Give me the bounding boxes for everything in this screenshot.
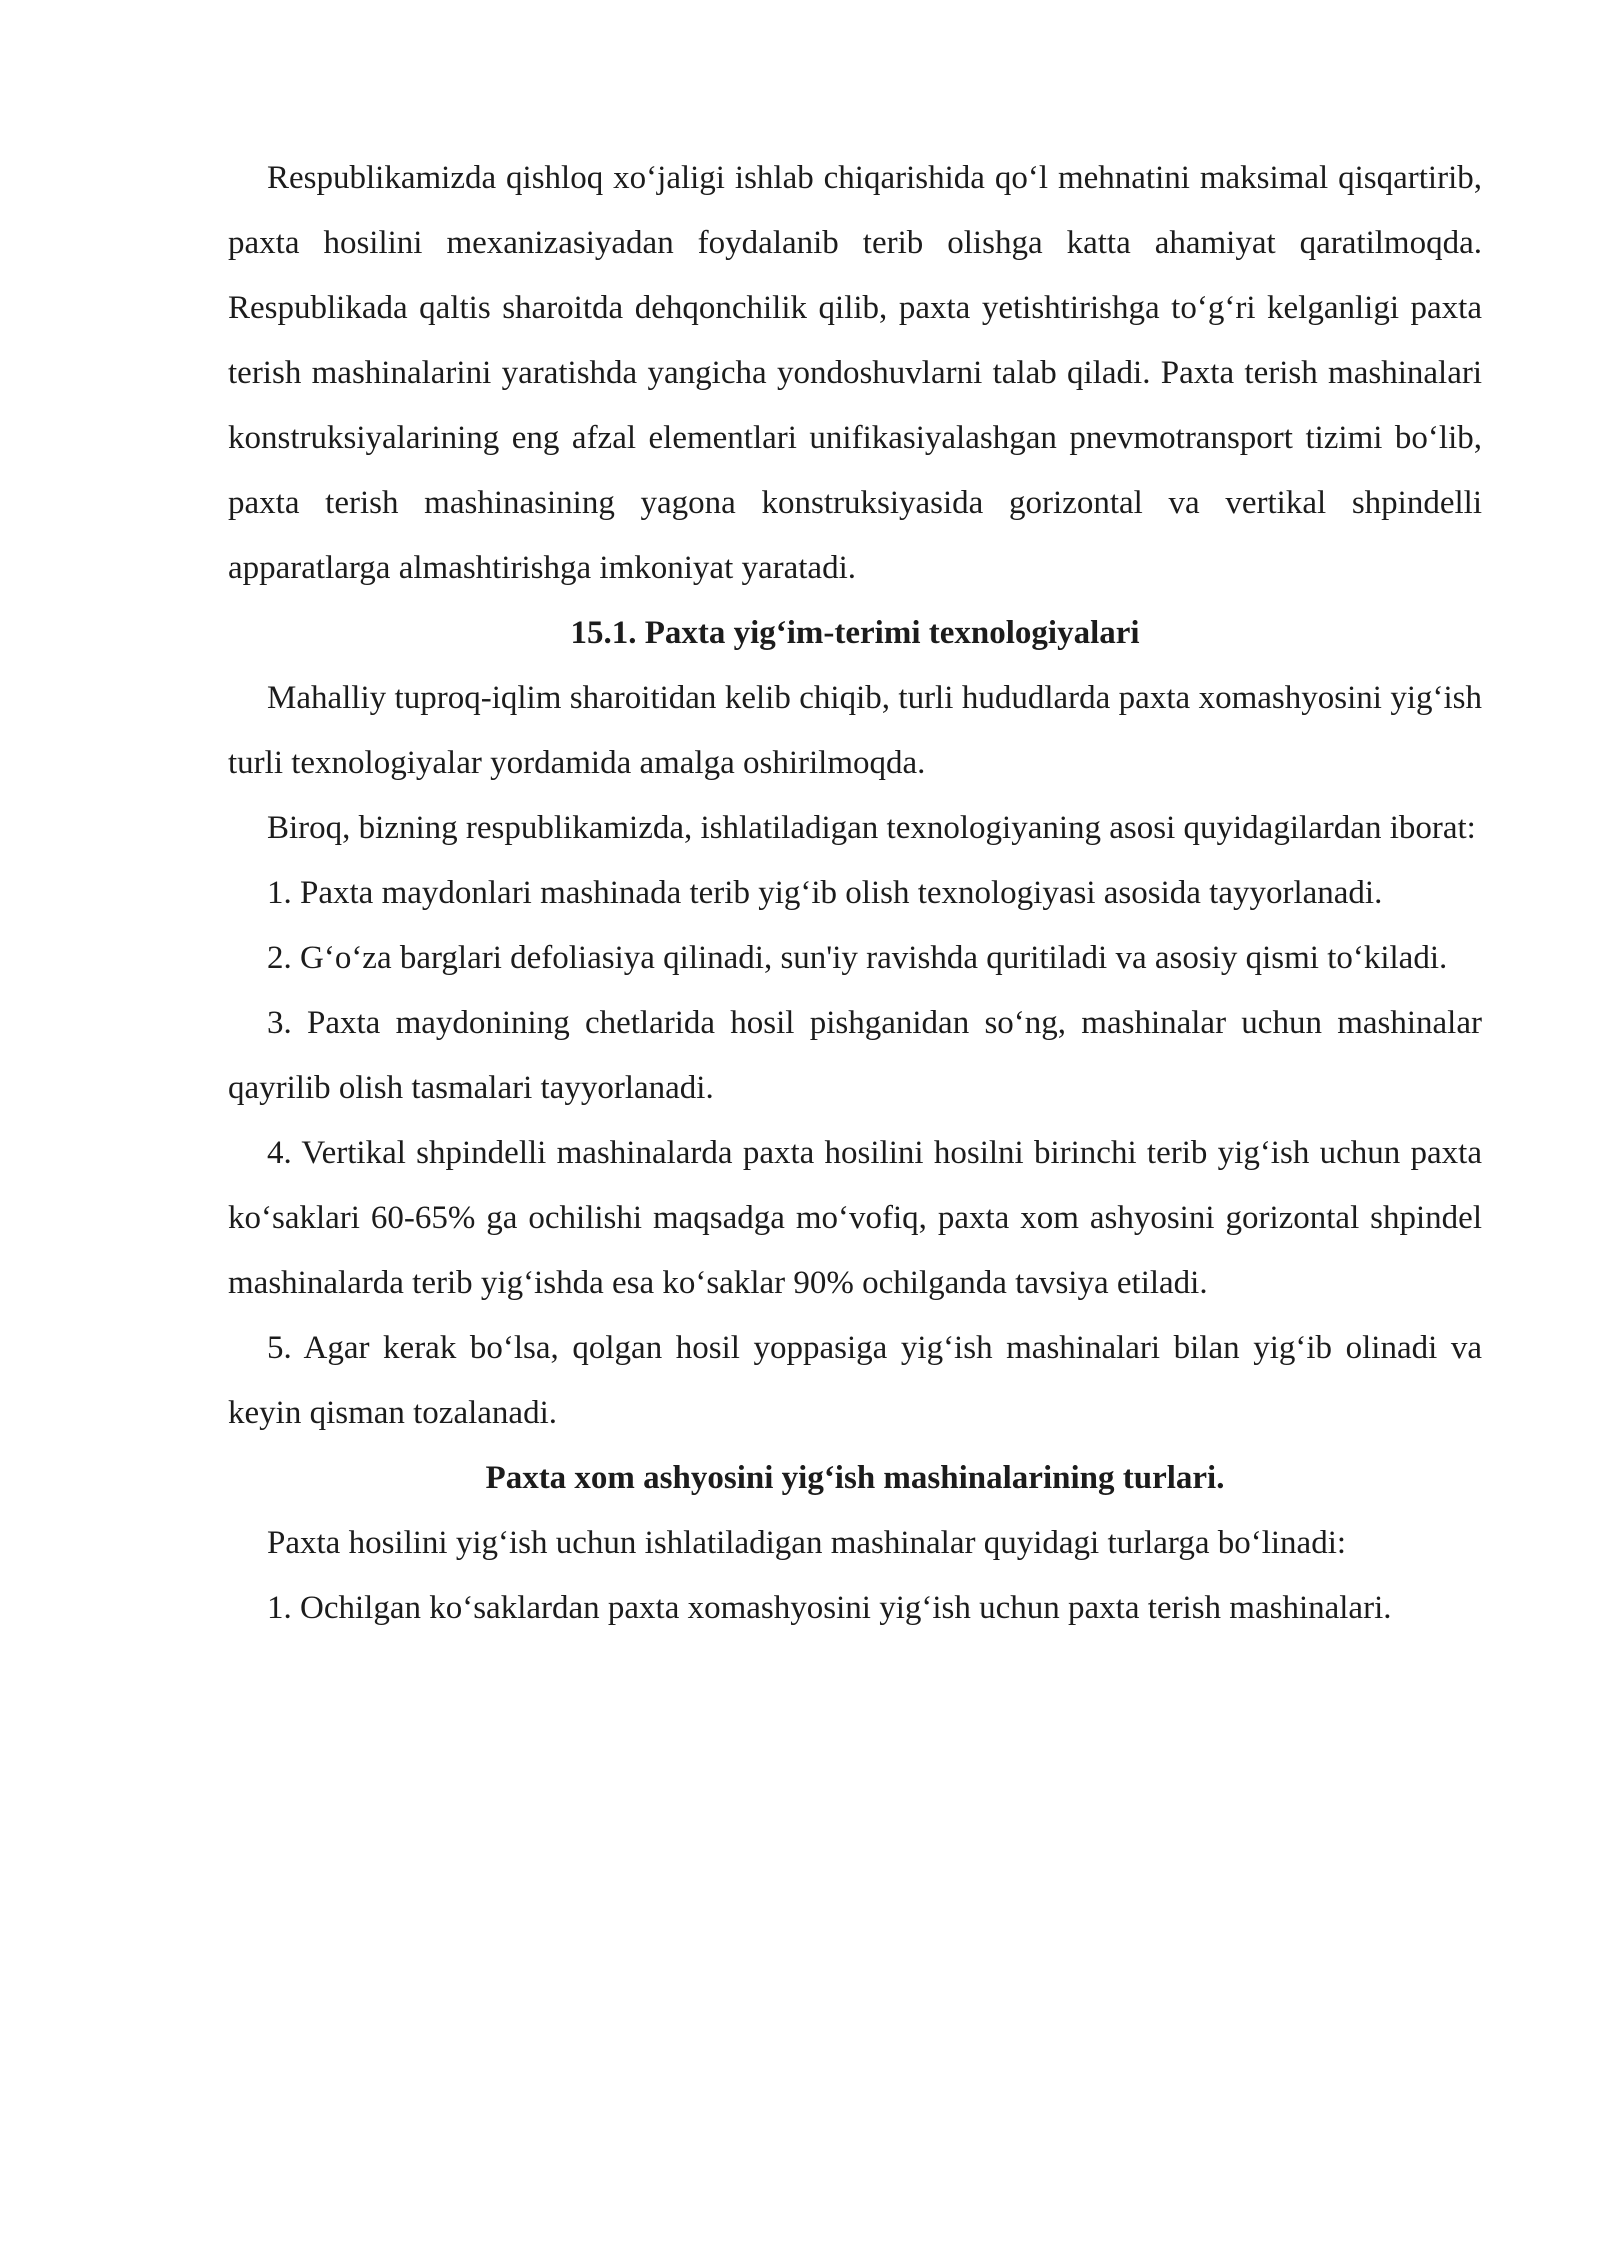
- section-paragraph-1: Mahalliy tuproq-iqlim sharoitidan kelib chiqib, turli hududlarda paxta xomashyosini yig‘ish turli texnologiyalar yordamida amalga oshirilmoqda.: [228, 680, 1482, 781]
- step-item-2: 2. G‘o‘za barglari defoliasiya qilinadi, sun'iy ravishda quritiladi va asosiy qismi to‘kiladi.: [267, 940, 1448, 976]
- step-item-5: 5. Agar kerak bo‘lsa, qolgan hosil yoppasiga yig‘ish mashinalari bilan yig‘ib olinadi va keyin qisman tozalanadi.: [228, 1330, 1482, 1431]
- section-heading: 15.1. Paxta yig‘im-terimi texnologiyalari: [570, 615, 1140, 651]
- intro-paragraph: Respublikamizda qishloq xo‘jaligi ishlab chiqarishida qo‘l mehnatini maksimal qisqartirib, paxta hosilini mexanizasiyadan foydalanib terib olishga katta ahamiyat qaratilmoqda. Respublikada qaltis sharoitda dehqonchilik qilib, paxta yetishtirishga to‘g‘ri kelganligi paxta terish mashinalarini yaratishda yangicha yondoshuvlarni talab qiladi. Paxta terish mashinalari konstruksiyalarining eng afzal elementlari unifikasiyalashgan pnevmotransport tizimi bo‘lib, paxta terish mashinasining yagona konstruksiyasida gorizontal va vertikal shpindelli apparatlarga almashtirishga imkoniyat yaratadi.: [228, 160, 1482, 586]
- document-page: [228, 146, 1482, 1641]
- step-item-1: 1. Paxta maydonlari mashinada terib yig‘ib olish texnologiyasi asosida tayyorlanadi.: [267, 875, 1383, 911]
- step-item-3: 3. Paxta maydonining chetlarida hosil pishganidan so‘ng, mashinalar uchun mashinalar qayrilib olish tasmalari tayyorlanadi.: [228, 1005, 1482, 1106]
- subheading: Paxta xom ashyosini yig‘ish mashinalarining turlari.: [485, 1460, 1225, 1496]
- section-paragraph-2: Biroq, bizning respublikamizda, ishlatiladigan texnologiyaning asosi quyidagilardan iborat:: [267, 810, 1476, 846]
- types-intro-paragraph: Paxta hosilini yig‘ish uchun ishlatiladigan mashinalar quyidagi turlarga bo‘linadi:: [267, 1525, 1347, 1561]
- step-item-4: 4. Vertikal shpindelli mashinalarda paxta hosilini hosilni birinchi terib yig‘ish uchun paxta ko‘saklari 60-65% ga ochilishi maqsadga mo‘vofiq, paxta xom ashyosini gorizontal shpindel mashinalarda terib yig‘ishda esa ko‘saklar 90% ochilganda tavsiya etiladi.: [228, 1135, 1482, 1301]
- type-item-1: 1. Ochilgan ko‘saklardan paxta xomashyosini yig‘ish uchun paxta terish mashinalari.: [267, 1590, 1392, 1626]
